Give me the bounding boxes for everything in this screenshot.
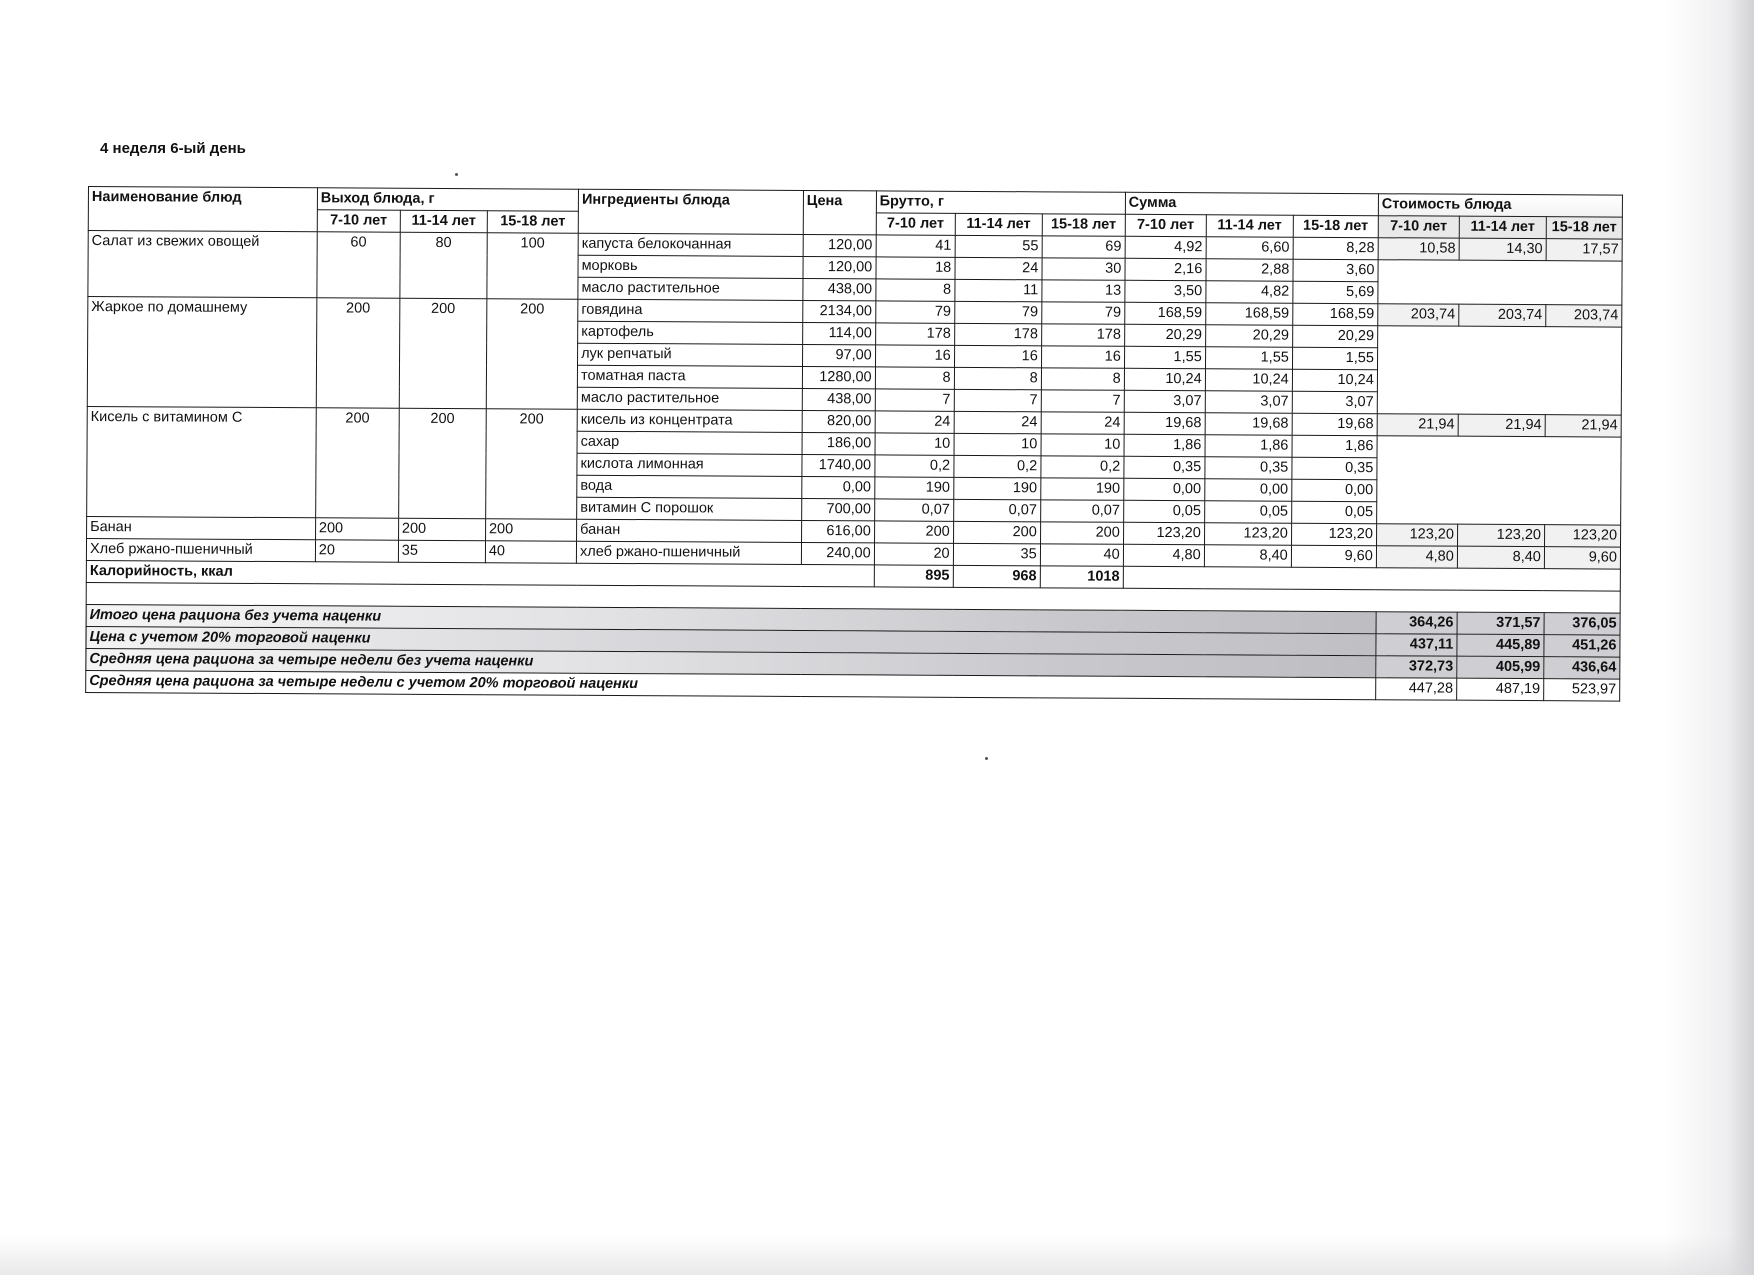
gross-value: 16 [954,345,1041,367]
gross-value: 10 [954,433,1041,455]
sum-value: 10,24 [1124,368,1205,390]
summary-value: 372,73 [1376,656,1457,678]
sum-age-3: 15-18 лет [1293,215,1378,237]
ingredient-name: капуста белокочанная [578,233,803,256]
header-ingredients: Ингредиенты блюда [578,189,803,234]
gross-value: 7 [1041,390,1124,412]
header-dish: Наименование блюд [88,187,317,232]
dish-output: 200 [486,299,578,410]
gross-value: 0,07 [874,499,953,521]
summary-label: Средняя цена рациона за четыре недели без учета наценки [86,648,1376,677]
gross-age-2: 11-14 лет [955,213,1042,235]
cost-empty-cell [1377,326,1622,415]
gross-value: 178 [1041,324,1124,346]
summary-value: 371,57 [1457,612,1544,634]
cost-value: 203,74 [1546,305,1622,327]
sum-value: 1,86 [1292,435,1377,457]
dish-output: 200 [485,519,576,542]
cost-value: 21,94 [1458,414,1545,436]
summary-value: 487,19 [1457,678,1544,700]
gross-value: 8 [1041,368,1124,390]
sum-value: 4,80 [1123,544,1204,566]
calories-empty-cell [1123,566,1620,591]
gross-value: 8 [954,367,1041,389]
sum-age-1: 7-10 лет [1125,214,1206,236]
sum-value: 168,59 [1293,303,1378,325]
gross-value: 20 [874,543,953,565]
header-output: Выход блюда, г [317,188,578,211]
dish-output: 200 [486,409,578,520]
gross-value: 200 [1040,522,1123,544]
calories-value: 895 [874,565,953,587]
dish-output: 40 [485,541,576,564]
sum-value: 4,92 [1125,236,1206,258]
scan-shadow-bottom [0,1235,1754,1275]
output-age-1: 7-10 лет [317,210,400,232]
sum-value: 0,35 [1292,457,1377,479]
dish-output: 80 [400,232,487,298]
header-price: Цена [803,190,876,234]
gross-value: 178 [875,323,954,345]
sum-value: 6,60 [1206,237,1293,259]
sum-value: 123,20 [1204,523,1291,545]
sum-value: 1,55 [1292,347,1377,369]
calories-value: 968 [953,565,1040,587]
sum-value: 2,16 [1125,258,1206,280]
scan-shadow-right [1664,0,1754,1275]
cost-age-1: 7-10 лет [1378,216,1459,238]
ingredient-name: лук репчатый [578,343,803,366]
gross-value: 24 [875,411,954,433]
summary-value: 376,05 [1544,613,1620,635]
ingredient-price: 1280,00 [802,366,875,388]
dish-name: Хлеб ржано-пшеничный [86,538,315,561]
gross-value: 190 [953,477,1040,499]
gross-value: 24 [1041,412,1124,434]
sum-value: 3,60 [1293,259,1378,281]
sum-value: 4,82 [1206,281,1293,303]
dish-output: 200 [315,518,398,540]
gross-value: 10 [875,433,954,455]
ingredient-name: картофель [578,321,803,344]
dish-output: 200 [398,518,485,540]
sum-value: 8,40 [1204,545,1291,567]
dish-name: Жаркое по домашнему [87,297,316,408]
gross-value: 10 [1041,434,1124,456]
gross-value: 7 [954,389,1041,411]
dish-output: 200 [399,298,487,408]
ingredient-price: 120,00 [803,256,876,278]
gross-value: 24 [954,411,1041,433]
ingredient-name: говядина [578,299,803,322]
sum-value: 168,59 [1205,303,1292,325]
ingredient-price: 438,00 [802,388,875,410]
gross-value: 190 [1040,478,1123,500]
sum-value: 5,69 [1293,281,1378,303]
sum-value: 9,60 [1291,545,1376,567]
cost-value: 203,74 [1459,304,1546,326]
ingredient-price: 820,00 [802,410,875,432]
summary-value: 451,26 [1544,635,1620,657]
gross-value: 0,2 [1041,456,1124,478]
sum-value: 3,07 [1124,390,1205,412]
gross-value: 13 [1042,280,1125,302]
summary-value: 405,99 [1457,656,1544,678]
cost-age-2: 11-14 лет [1459,216,1546,238]
dish-output: 60 [317,232,400,298]
ingredient-price: 120,00 [803,234,876,256]
dish-name: Банан [87,516,316,539]
dish-output: 200 [316,298,400,408]
ingredient-name: томатная паста [577,365,802,388]
gross-value: 178 [954,323,1041,345]
cost-value: 123,20 [1457,524,1544,546]
gross-value: 200 [953,521,1040,543]
gross-value: 40 [1040,544,1123,566]
sum-value: 20,29 [1292,325,1377,347]
summary-value: 445,89 [1457,634,1544,656]
gross-value: 35 [953,543,1040,565]
ingredient-price: 186,00 [802,432,875,454]
summary-label: Итого цена рациона без учета наценки [86,604,1376,633]
sum-value: 0,05 [1291,501,1376,523]
menu-table [85,186,1623,702]
cost-value: 203,74 [1378,304,1459,326]
sum-value: 3,50 [1125,280,1206,302]
sum-value: 10,24 [1292,369,1377,391]
sum-value: 0,00 [1124,478,1205,500]
gross-value: 200 [874,521,953,543]
cost-empty-cell [1377,436,1622,525]
scan-speck [985,757,988,760]
ingredient-name: кисель из концентрата [577,409,802,432]
sum-value: 2,88 [1206,259,1293,281]
gross-value: 7 [875,389,954,411]
calories-value: 1018 [1040,566,1123,588]
ingredient-price: 1740,00 [802,454,875,476]
gross-value: 8 [875,367,954,389]
sum-value: 0,35 [1205,457,1292,479]
gross-value: 79 [1041,302,1124,324]
sum-value: 0,00 [1292,479,1377,501]
sum-value: 123,20 [1123,522,1204,544]
cost-value: 9,60 [1544,547,1620,569]
gross-value: 0,2 [875,455,954,477]
summary-value: 437,11 [1376,634,1457,656]
cost-value: 123,20 [1544,525,1620,547]
gross-value: 0,2 [954,455,1041,477]
gross-value: 79 [875,301,954,323]
sum-value: 19,68 [1124,412,1205,434]
ingredient-name: вода [577,475,802,498]
ingredient-price: 438,00 [803,278,876,300]
ingredient-price: 700,00 [801,498,874,520]
scan-speck [455,173,458,176]
gross-value: 79 [954,301,1041,323]
ingredient-price: 616,00 [801,520,874,542]
dish-output: 20 [315,540,398,562]
cost-value: 21,94 [1377,414,1458,436]
cost-value: 123,20 [1376,524,1457,546]
sum-age-2: 11-14 лет [1206,215,1293,237]
gross-value: 41 [876,235,955,257]
gross-value: 18 [876,257,955,279]
header-gross: Брутто, г [876,191,1125,214]
dish-output: 100 [487,233,579,300]
sum-value: 19,68 [1292,413,1377,435]
ingredient-price: 2134,00 [803,300,876,322]
gross-value: 11 [955,279,1042,301]
ingredient-price: 0,00 [802,476,875,498]
sum-value: 8,28 [1293,237,1378,259]
gross-value: 0,07 [953,499,1040,521]
menu-table-wrapper [85,186,1623,702]
cost-empty-cell [1378,260,1622,305]
sum-value: 1,55 [1205,347,1292,369]
calories-label: Калорийность, ккал [86,560,874,586]
output-age-3: 15-18 лет [487,211,578,234]
ingredient-name: морковь [578,255,803,278]
output-age-2: 11-14 лет [400,210,487,232]
summary-value: 436,64 [1544,657,1620,679]
gross-age-3: 15-18 лет [1042,214,1125,236]
sum-value: 123,20 [1291,523,1376,545]
gross-value: 30 [1042,258,1125,280]
cost-value: 8,40 [1457,546,1544,568]
dish-output: 200 [398,408,486,518]
sum-value: 19,68 [1205,413,1292,435]
gross-value: 55 [955,235,1042,257]
summary-value: 364,26 [1376,612,1457,634]
ingredient-price: 240,00 [801,542,874,564]
summary-value: 523,97 [1544,679,1620,701]
ingredient-name: банан [577,519,802,542]
sum-value: 1,86 [1205,435,1292,457]
sum-value: 20,29 [1205,325,1292,347]
cost-value: 14,30 [1459,238,1546,260]
sum-value: 0,05 [1204,501,1291,523]
dish-output: 200 [315,408,399,518]
gross-value: 190 [874,477,953,499]
cost-value: 21,94 [1545,415,1621,437]
dish-name: Салат из свежих овощей [88,231,317,298]
dish-output: 35 [398,540,485,562]
gross-value: 8 [876,279,955,301]
sum-value: 3,07 [1292,391,1377,413]
ingredient-name: сахар [577,431,802,454]
gross-value: 24 [955,257,1042,279]
ingredient-name: масло растительное [578,277,803,300]
ingredient-name: кислота лимонная [577,453,802,476]
sum-value: 1,55 [1124,346,1205,368]
summary-label: Средняя цена рациона за четыре недели с учетом 20% торговой наценки [86,670,1376,699]
header-sum: Сумма [1125,192,1378,215]
gross-value: 69 [1042,236,1125,258]
ingredient-name: масло растительное [577,387,802,410]
cost-value: 4,80 [1376,546,1457,568]
document-title: 4 неделя 6-ый день [100,140,246,157]
header-cost: Стоимость блюда [1378,194,1622,217]
summary-label: Цена с учетом 20% торговой наценки [86,626,1376,655]
ingredient-name: хлеб ржано-пшеничный [576,541,801,564]
gross-value: 16 [1041,346,1124,368]
sum-value: 168,59 [1124,302,1205,324]
gross-value: 0,07 [1040,500,1123,522]
cost-value: 10,58 [1378,238,1459,260]
ingredient-price: 97,00 [802,344,875,366]
ingredient-name: витамин С порошок [577,497,802,520]
sum-value: 0,35 [1124,456,1205,478]
dish-name: Кисель с витамином С [87,406,316,517]
gross-age-1: 7-10 лет [876,213,955,235]
sum-value: 1,86 [1124,434,1205,456]
sum-value: 0,05 [1123,500,1204,522]
sum-value: 0,00 [1205,479,1292,501]
summary-value: 447,28 [1376,678,1457,700]
ingredient-price: 114,00 [802,322,875,344]
sum-value: 20,29 [1124,324,1205,346]
sum-value: 10,24 [1205,369,1292,391]
cost-age-3: 15-18 лет [1546,217,1622,239]
gross-value: 16 [875,345,954,367]
sum-value: 3,07 [1205,391,1292,413]
cost-value: 17,57 [1546,239,1622,261]
